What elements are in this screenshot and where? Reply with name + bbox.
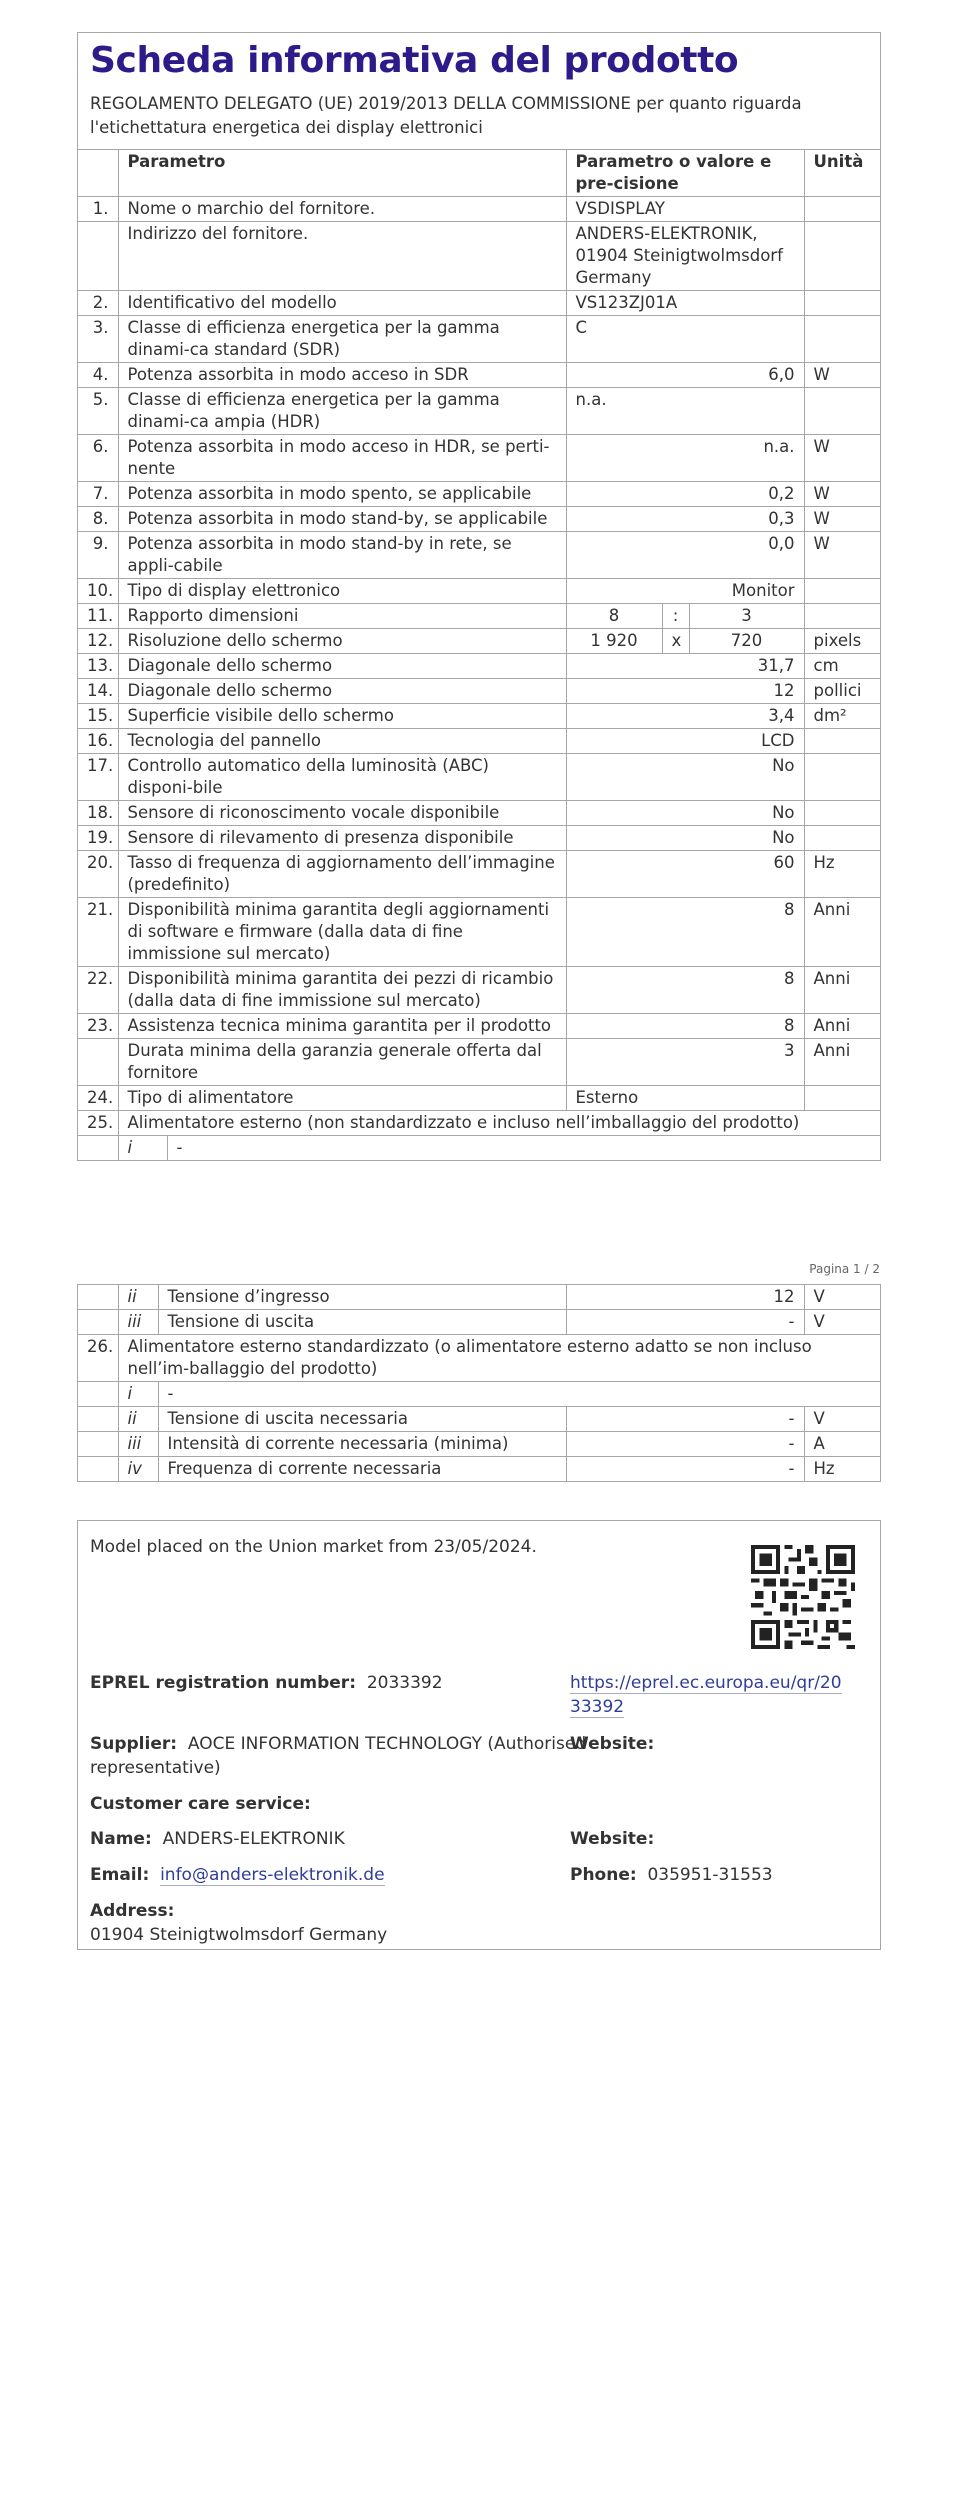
row-value: Esterno bbox=[566, 1086, 804, 1111]
row-number: 22. bbox=[78, 967, 118, 1014]
row-number: 12. bbox=[78, 629, 118, 654]
row-value: Monitor bbox=[566, 579, 804, 604]
row-number: 18. bbox=[78, 801, 118, 826]
row-number: 13. bbox=[78, 654, 118, 679]
table-row bbox=[78, 654, 880, 679]
row-value: No bbox=[566, 801, 804, 826]
row-parameter: Potenza assorbita in modo acceso in SDR bbox=[118, 363, 566, 388]
row-unit: dm² bbox=[804, 704, 880, 729]
table-row bbox=[78, 851, 880, 898]
table-row bbox=[78, 1310, 880, 1335]
parameters-table bbox=[78, 150, 880, 1160]
row-value: 0,0 bbox=[566, 532, 804, 579]
roman-index: iv bbox=[118, 1457, 158, 1482]
row-unit bbox=[804, 579, 880, 604]
table-row bbox=[78, 704, 880, 729]
row-unit: W bbox=[804, 435, 880, 482]
row-value: 12 bbox=[566, 1285, 804, 1310]
row-parameter: Disponibilità minima garantita degli aggiornamenti di software e firmware (dalla data di fine immissione sul mercato) bbox=[118, 898, 566, 967]
row-parameter: Durata minima della garanzia generale offerta dal fornitore bbox=[118, 1039, 566, 1086]
phone-value: 035951-31553 bbox=[647, 1865, 773, 1885]
row-number: 25. bbox=[78, 1111, 118, 1136]
row-parameter: Potenza assorbita in modo acceso in HDR, se perti-nente bbox=[118, 435, 566, 482]
row-parameter: Tipo di display elettronico bbox=[118, 579, 566, 604]
row-number: 8. bbox=[78, 507, 118, 532]
table-row bbox=[78, 579, 880, 604]
table-row bbox=[78, 532, 880, 579]
row-number: 24. bbox=[78, 1086, 118, 1111]
row-parameter: Rapporto dimensioni bbox=[118, 604, 566, 629]
row-unit bbox=[804, 316, 880, 363]
roman-index: iii bbox=[118, 1432, 158, 1457]
row-parameter: Sensore di rilevamento di presenza disponibile bbox=[118, 826, 566, 851]
row-value: n.a. bbox=[566, 435, 804, 482]
roman-index: ii bbox=[118, 1407, 158, 1432]
table-row bbox=[78, 1382, 880, 1407]
page-number: Pagina 1 / 2 bbox=[809, 1262, 880, 1276]
table-row bbox=[78, 1111, 880, 1136]
table-row bbox=[78, 629, 880, 654]
row-value: - bbox=[566, 1432, 804, 1457]
table-row bbox=[78, 1136, 880, 1161]
page-title: Scheda informativa del prodotto bbox=[90, 40, 739, 81]
row-unit: Hz bbox=[804, 851, 880, 898]
column-header-param: Parametro bbox=[118, 150, 566, 197]
row-number: 14. bbox=[78, 679, 118, 704]
table-row bbox=[78, 1457, 880, 1482]
supplier-block bbox=[90, 1732, 586, 1780]
table-row bbox=[78, 1432, 880, 1457]
row-parameter: Tecnologia del pannello bbox=[118, 729, 566, 754]
row-unit bbox=[804, 826, 880, 851]
row-value: - bbox=[566, 1407, 804, 1432]
customer-care-label: Customer care service: bbox=[90, 1794, 311, 1814]
table-row bbox=[78, 482, 880, 507]
row-parameter: Sensore di riconoscimento vocale disponibile bbox=[118, 801, 566, 826]
row-parameter: Diagonale dello schermo bbox=[118, 679, 566, 704]
row-unit: W bbox=[804, 532, 880, 579]
email-label: Email: bbox=[90, 1865, 150, 1885]
row-value: ANDERS-ELEKTRONIK, 01904 Steinigtwolmsdorf Germany bbox=[566, 222, 804, 291]
table-row bbox=[78, 222, 880, 291]
row-unit: V bbox=[804, 1407, 880, 1432]
row-parameter: Superficie visibile dello schermo bbox=[118, 704, 566, 729]
row-value-a: 8 bbox=[566, 604, 662, 629]
row-parameter: Potenza assorbita in modo stand-by, se applicabile bbox=[118, 507, 566, 532]
table-row bbox=[78, 1407, 880, 1432]
eprel-link[interactable]: https://eprel.ec.europa.eu/qr/20 33392 bbox=[570, 1673, 842, 1717]
row-value: 12 bbox=[566, 679, 804, 704]
table-row bbox=[78, 826, 880, 851]
row-value: No bbox=[566, 826, 804, 851]
row-parameter: Frequenza di corrente necessaria bbox=[158, 1457, 566, 1482]
row-unit: cm bbox=[804, 654, 880, 679]
row-parameter: Alimentatore esterno (non standardizzato e incluso nell’imballaggio del prodotto) bbox=[118, 1111, 880, 1136]
table-row bbox=[78, 388, 880, 435]
table-row bbox=[78, 801, 880, 826]
table-row bbox=[78, 604, 880, 629]
row-number: 9. bbox=[78, 532, 118, 579]
row-unit bbox=[804, 222, 880, 291]
row-value: 3,4 bbox=[566, 704, 804, 729]
address-value: 01904 Steinigtwolmsdorf Germany bbox=[90, 1925, 388, 1945]
address-label: Address: bbox=[90, 1901, 175, 1921]
care-phone bbox=[570, 1863, 773, 1887]
row-value: - bbox=[566, 1310, 804, 1335]
roman-index: i bbox=[118, 1382, 158, 1407]
table-row bbox=[78, 507, 880, 532]
table-row bbox=[78, 1335, 880, 1382]
regulation-subtitle: REGOLAMENTO DELEGATO (UE) 2019/2013 DELLA COMMISSIONE per quanto riguarda l'etichettatura energetica dei display elettronici bbox=[90, 94, 802, 137]
product-info-sheet-page-2 bbox=[77, 1284, 881, 1482]
row-unit bbox=[804, 729, 880, 754]
parameters-table-page-2 bbox=[78, 1285, 880, 1481]
row-unit bbox=[804, 754, 880, 801]
row-parameter: Disponibilità minima garantita dei pezzi di ricambio (dalla data di fine immissione sul mercato) bbox=[118, 967, 566, 1014]
row-value: - bbox=[566, 1457, 804, 1482]
row-unit: A bbox=[804, 1432, 880, 1457]
row-number: 23. bbox=[78, 1014, 118, 1039]
sheet-header bbox=[78, 33, 880, 150]
table-row bbox=[78, 898, 880, 967]
row-value: 3 bbox=[566, 1039, 804, 1086]
row-value: C bbox=[566, 316, 804, 363]
row-unit: Hz bbox=[804, 1457, 880, 1482]
row-value-sep: : bbox=[662, 604, 689, 629]
roman-index: ii bbox=[118, 1285, 158, 1310]
row-parameter: - bbox=[158, 1382, 880, 1407]
table-row bbox=[78, 754, 880, 801]
table-row bbox=[78, 1285, 880, 1310]
row-parameter: Tensione di uscita necessaria bbox=[158, 1407, 566, 1432]
row-parameter: Nome o marchio del fornitore. bbox=[118, 197, 566, 222]
supplier-value: AOCE INFORMATION TECHNOLOGY (Authorised bbox=[187, 1734, 587, 1754]
care-email bbox=[90, 1863, 385, 1887]
row-value-b: 3 bbox=[689, 604, 804, 629]
website2-label: Website: bbox=[570, 1829, 655, 1849]
email-link[interactable]: info@anders-elektronik.de bbox=[160, 1865, 385, 1885]
row-parameter: Risoluzione dello schermo bbox=[118, 629, 566, 654]
column-header-value: Parametro o valore e pre-cisione bbox=[566, 150, 804, 197]
name-value: ANDERS-ELEKTRONIK bbox=[162, 1829, 345, 1849]
row-number: 15. bbox=[78, 704, 118, 729]
row-value: LCD bbox=[566, 729, 804, 754]
row-number: 26. bbox=[78, 1335, 118, 1382]
eprel-label: EPREL registration number: bbox=[90, 1673, 356, 1693]
table-row bbox=[78, 967, 880, 1014]
row-parameter: Potenza assorbita in modo spento, se applicabile bbox=[118, 482, 566, 507]
row-number: 16. bbox=[78, 729, 118, 754]
row-number: 3. bbox=[78, 316, 118, 363]
row-number: 17. bbox=[78, 754, 118, 801]
row-unit: W bbox=[804, 363, 880, 388]
row-value-a: 1 920 bbox=[566, 629, 662, 654]
row-number: 6. bbox=[78, 435, 118, 482]
website-label: Website: bbox=[570, 1734, 655, 1754]
care-name bbox=[90, 1827, 345, 1851]
row-value: 0,3 bbox=[566, 507, 804, 532]
supplier-label: Supplier: bbox=[90, 1734, 178, 1754]
row-unit bbox=[804, 801, 880, 826]
table-row bbox=[78, 1014, 880, 1039]
row-unit bbox=[804, 1086, 880, 1111]
roman-index: iii bbox=[118, 1310, 158, 1335]
row-unit: W bbox=[804, 482, 880, 507]
row-parameter: Identificativo del modello bbox=[118, 291, 566, 316]
name-label: Name: bbox=[90, 1829, 152, 1849]
row-parameter: - bbox=[176, 1138, 183, 1157]
row-value: 31,7 bbox=[566, 654, 804, 679]
table-header-row bbox=[78, 150, 880, 197]
row-parameter: Diagonale dello schermo bbox=[118, 654, 566, 679]
row-unit: Anni bbox=[804, 1014, 880, 1039]
row-value: 8 bbox=[566, 898, 804, 967]
row-value: 0,2 bbox=[566, 482, 804, 507]
eprel-number: 2033392 bbox=[366, 1673, 443, 1693]
phone-label: Phone: bbox=[570, 1865, 637, 1885]
market-placement-text: Model placed on the Union market from 23/05/2024. bbox=[90, 1537, 537, 1557]
row-value: 8 bbox=[566, 1014, 804, 1039]
row-number bbox=[78, 222, 118, 291]
row-unit: V bbox=[804, 1285, 880, 1310]
column-header-unit: Unità bbox=[804, 150, 880, 197]
eprel-info-card bbox=[77, 1520, 881, 1950]
row-number: 10. bbox=[78, 579, 118, 604]
table-row bbox=[78, 363, 880, 388]
row-number: 2. bbox=[78, 291, 118, 316]
row-value: 6,0 bbox=[566, 363, 804, 388]
row-parameter: Indirizzo del fornitore. bbox=[118, 222, 566, 291]
row-number: 20. bbox=[78, 851, 118, 898]
supplier-value-2: representative) bbox=[90, 1758, 221, 1778]
row-number: 5. bbox=[78, 388, 118, 435]
product-info-sheet bbox=[77, 32, 881, 1161]
row-unit: pixels bbox=[804, 629, 880, 654]
row-parameter: Classe di efficienza energetica per la gamma dinami-ca ampia (HDR) bbox=[118, 388, 566, 435]
row-unit: Anni bbox=[804, 898, 880, 967]
row-unit bbox=[804, 291, 880, 316]
row-parameter: Tensione d’ingresso bbox=[158, 1285, 566, 1310]
row-parameter: Tensione di uscita bbox=[158, 1310, 566, 1335]
row-value-b: 720 bbox=[689, 629, 804, 654]
row-number: 11. bbox=[78, 604, 118, 629]
row-unit: Anni bbox=[804, 967, 880, 1014]
care-address bbox=[90, 1899, 387, 1947]
row-unit: W bbox=[804, 507, 880, 532]
row-value-sep: x bbox=[662, 629, 689, 654]
row-parameter: Tasso di frequenza di aggiornamento dell’immagine (predefinito) bbox=[118, 851, 566, 898]
eprel-registration bbox=[90, 1671, 443, 1695]
row-value: VS123ZJ01A bbox=[566, 291, 804, 316]
row-value: n.a. bbox=[566, 388, 804, 435]
table-row bbox=[78, 679, 880, 704]
row-value: 8 bbox=[566, 967, 804, 1014]
row-unit: Anni bbox=[804, 1039, 880, 1086]
row-value: VSDISPLAY bbox=[566, 197, 804, 222]
row-number bbox=[78, 1039, 118, 1086]
row-parameter: Assistenza tecnica minima garantita per il prodotto bbox=[118, 1014, 566, 1039]
table-row bbox=[78, 435, 880, 482]
row-parameter: Controllo automatico della luminosità (ABC) disponi-bile bbox=[118, 754, 566, 801]
row-unit bbox=[804, 604, 880, 629]
table-row bbox=[78, 1086, 880, 1111]
row-unit bbox=[804, 197, 880, 222]
row-number: 7. bbox=[78, 482, 118, 507]
roman-index: i bbox=[119, 1136, 168, 1160]
table-row bbox=[78, 197, 880, 222]
row-parameter: Classe di efficienza energetica per la gamma dinami-ca standard (SDR) bbox=[118, 316, 566, 363]
qr-code-icon[interactable] bbox=[751, 1545, 855, 1649]
row-number: 19. bbox=[78, 826, 118, 851]
row-parameter: Potenza assorbita in modo stand-by in rete, se appli-cabile bbox=[118, 532, 566, 579]
row-number: 1. bbox=[78, 197, 118, 222]
row-parameter: Tipo di alimentatore bbox=[118, 1086, 566, 1111]
row-unit: pollici bbox=[804, 679, 880, 704]
table-row bbox=[78, 291, 880, 316]
table-row bbox=[78, 316, 880, 363]
row-unit bbox=[804, 388, 880, 435]
row-parameter: Alimentatore esterno standardizzato (o alimentatore esterno adatto se non incluso nell’im-ballaggio del prodotto) bbox=[118, 1335, 880, 1382]
row-parameter: Intensità di corrente necessaria (minima) bbox=[158, 1432, 566, 1457]
row-number: 21. bbox=[78, 898, 118, 967]
row-value: 60 bbox=[566, 851, 804, 898]
table-row bbox=[78, 1039, 880, 1086]
table-row bbox=[78, 729, 880, 754]
row-number: 4. bbox=[78, 363, 118, 388]
eprel-link-block bbox=[570, 1671, 842, 1719]
row-unit: V bbox=[804, 1310, 880, 1335]
row-value: No bbox=[566, 754, 804, 801]
